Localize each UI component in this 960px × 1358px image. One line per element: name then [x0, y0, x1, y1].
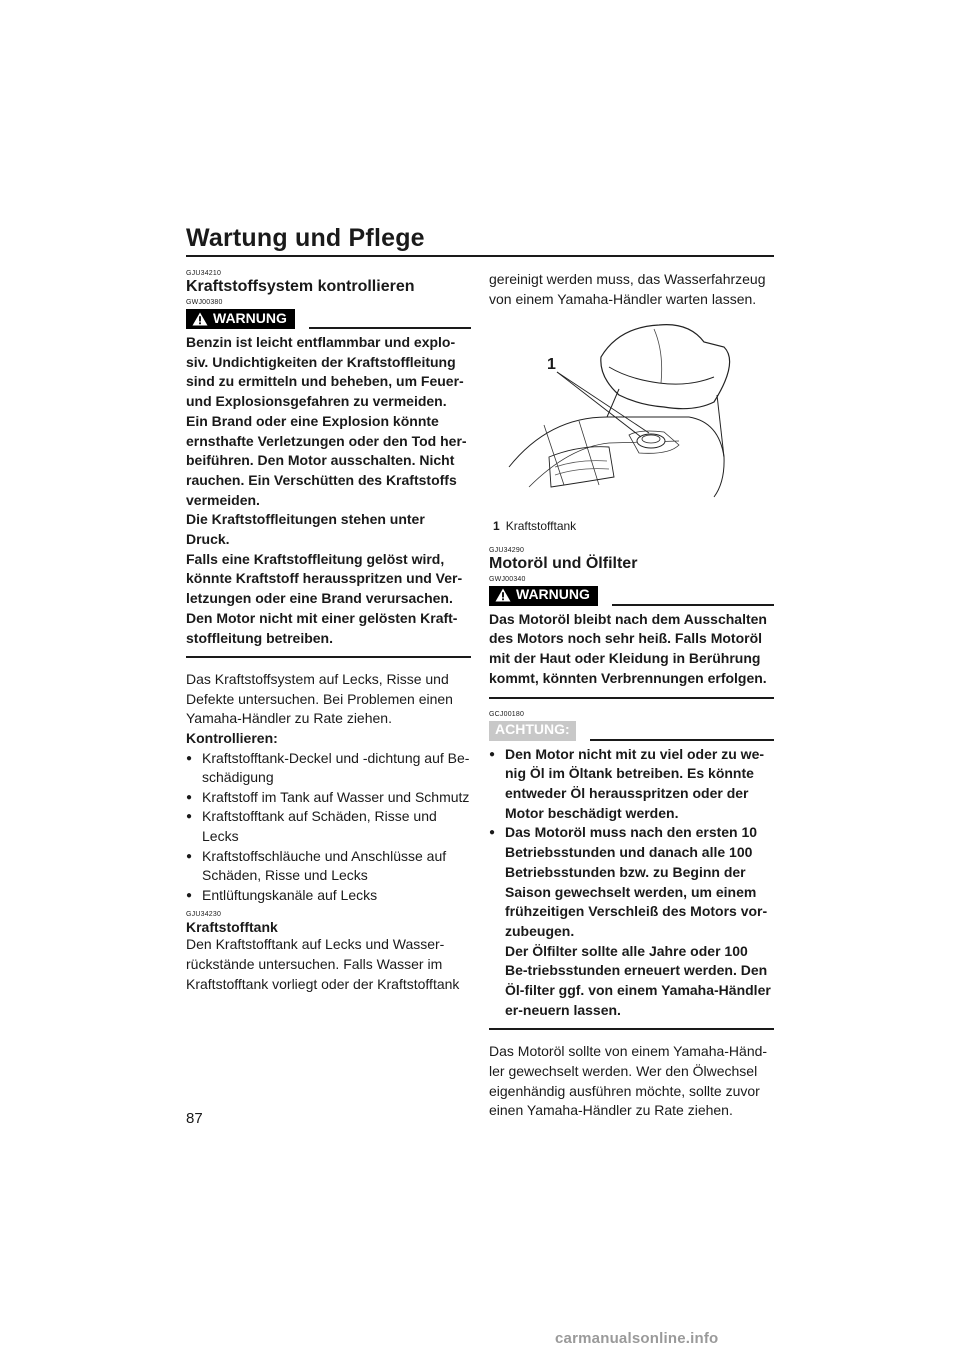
section-title-oil: Motoröl und Ölfilter: [489, 554, 638, 572]
list-item: ● Kraftstoffschläuche und Anschlüsse auf Schäden, Risse und Lecks: [186, 847, 471, 886]
page-title: Wartung und Pflege: [186, 224, 425, 252]
warning-text: Benzin ist leicht entflammbar und explo-siv. Undichtigkeiten der Kraftstoffleitung sind zu ermitteln und beheben, um Feuer- und Explosionsgefahren zu vermeiden. Ein Brand oder eine Explosion könnte ernsthafte Verletzungen oder den Tod her-beiführen. Den Motor ausschalten. Nicht rauchen. Ein Verschütten des Kraftstoffs vermeiden.: [186, 334, 467, 508]
caption-text: Kraftstofftank: [505, 518, 577, 533]
list-item: ● Kraftstoff im Tank auf Wasser und Schmutz: [186, 788, 471, 808]
fuel-tank-text-continued: gereinigt werden muss, das Wasserfahrzeug von einem Yamaha-Händler warten lassen.: [489, 271, 766, 307]
caution-rule: [590, 739, 774, 741]
footer-watermark: carmanualsonline.info: [555, 1330, 719, 1347]
warning-header: [186, 309, 471, 329]
check-label: Kontrollieren:: [186, 730, 278, 747]
caution-extra-text: Der Ölfilter sollte alle Jahre oder 100 Be-triebsstunden erneuert werden. Den Öl-filter ggf. von einem Yamaha-Händler er-neuern lassen.: [505, 942, 771, 1018]
warning-code: GWJ00380: [186, 299, 223, 306]
warning-badge-oil: [489, 586, 598, 606]
fuel-system-intro: Das Kraftstoffsystem auf Lecks, Risse und Defekte untersuchen. Bei Problemen einen Yamaha-Händler zu Rate ziehen.: [186, 671, 453, 727]
section-code-oil: GJU34290: [489, 546, 525, 554]
list-item: ● Entlüftungskanäle auf Lecks: [186, 886, 471, 906]
warning-text-oil: Das Motoröl bleibt nach dem Ausschalten des Motors noch sehr heiß. Falls Motoröl mit der Haut oder Kleidung in Berührung kommt, könnten Verbrennungen erfolgen.: [489, 610, 767, 686]
warning-text-pressure: Die Kraftstoffleitungen stehen unter Druck.: [186, 511, 425, 548]
list-item: ● Das Motoröl muss nach den ersten 10 Betriebsstunden und danach alle 100 Betriebsstunden bzw. zu Beginn der Saison gewechselt werden, um einem frühzeitigen Verschleiß des Motors vor-zubeugen.: [489, 823, 774, 941]
caution-header: [489, 721, 774, 741]
caution-list: [489, 745, 774, 942]
warning-header-oil: [489, 586, 774, 606]
closing-text: Das Motoröl sollte von einem Yamaha-Händ-ler gewechselt werden. Wer den Ölwechsel eigenhändig ausführen möchte, sollte zuvor einen Yamaha-Händler zu Rate ziehen.: [489, 1043, 768, 1119]
subsection-title-fuel-tank: Kraftstofftank: [186, 919, 278, 936]
subsection-code: GJU34230: [186, 911, 222, 919]
warning-rule: [309, 327, 471, 329]
fuel-tank-text: Den Kraftstofftank auf Lecks und Wasser-rückstände untersuchen. Falls Wasser im Kraftstofftank vorliegt oder der Kraftstofftank: [186, 936, 460, 992]
figure-caption: [493, 519, 774, 533]
list-item: ● Kraftstofftank-Deckel und -dichtung auf Be-schädigung: [186, 749, 471, 788]
caption-number: 1: [493, 518, 500, 533]
caution-code: GCJ00180: [489, 710, 525, 718]
left-column: [186, 270, 471, 994]
right-column: [489, 270, 774, 1121]
figure-callout-1: 1: [547, 356, 556, 374]
warning-code-oil: GWJ00340: [489, 575, 526, 583]
warning-label: WARNUNG: [213, 309, 287, 326]
section-code: GJU34210: [186, 270, 222, 277]
warning-badge: [186, 309, 295, 329]
warning-triangle-icon: [192, 312, 208, 326]
warning-end-rule: [186, 656, 471, 658]
warning-rule-oil: [612, 604, 774, 606]
section-title-fuel-system: Kraftstoffsystem kontrollieren: [186, 278, 415, 295]
list-item: ● Den Motor nicht mit zu viel oder zu we-nig Öl im Öltank betreiben. Es könnte entweder Öl herausspritzen oder der Motor beschädigt werden.: [489, 745, 774, 824]
title-rule: [186, 255, 774, 257]
warning-text-leak: Falls eine Kraftstoffleitung gelöst wird, könnte Kraftstoff herausspritzen und Ver-letzungen oder eine Brand verursachen. Den Motor nicht mit einer gelösten Kraft-stoffleitung betreiben.: [186, 550, 463, 646]
caution-end-rule: [489, 1028, 774, 1030]
fuel-tank-illustration: [489, 317, 774, 507]
warning-label-oil: WARNUNG: [516, 586, 590, 603]
caution-badge: ACHTUNG:: [489, 721, 576, 741]
warning-end-rule-oil: [489, 697, 774, 699]
list-item: ● Kraftstofftank auf Schäden, Risse und Lecks: [186, 807, 471, 846]
warning-triangle-icon: [495, 588, 511, 602]
page-number: 87: [186, 1110, 203, 1127]
check-list: [186, 749, 471, 906]
